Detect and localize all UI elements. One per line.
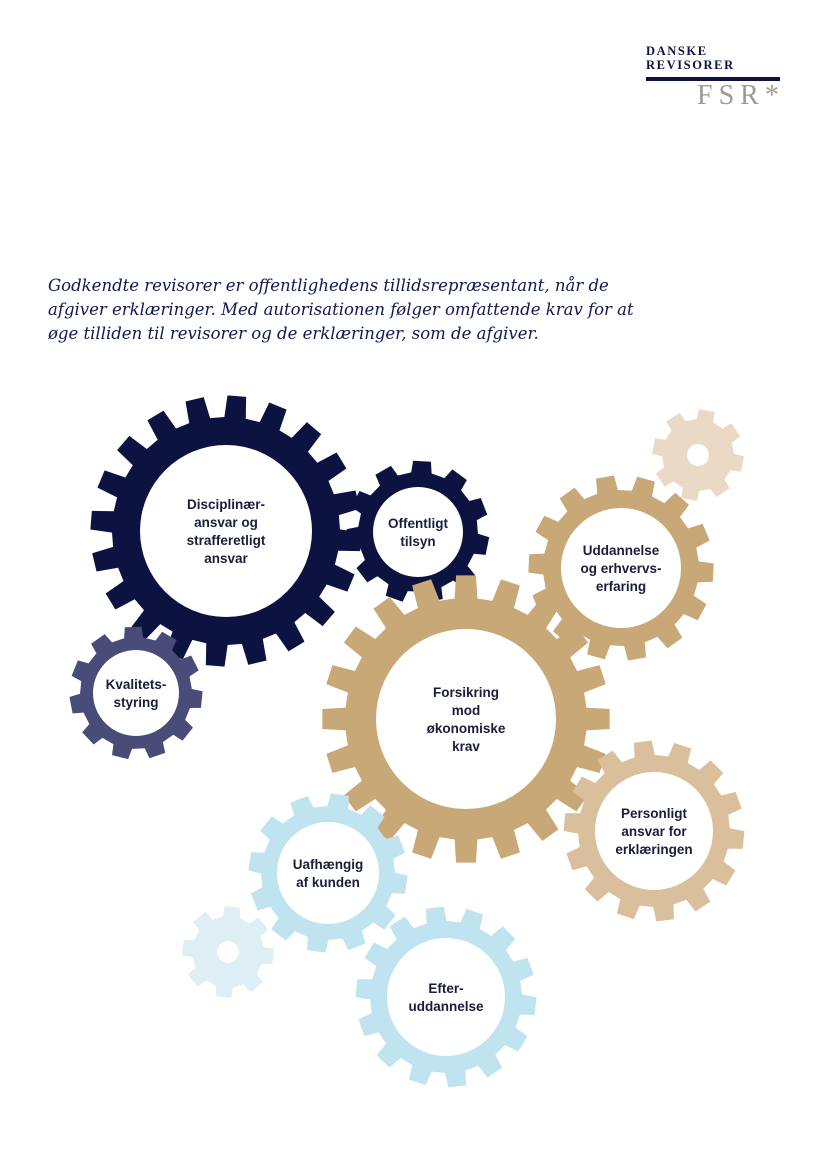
gear-efteruddannelse-label-line: uddannelse [408,999,484,1014]
logo-text-danske: DANSKE [646,44,708,58]
gear-disciplinaer-label-line: ansvar og [194,515,258,530]
gear-uafhaengig-center [277,822,379,924]
gear-kvalitetsstyring-label-line: Kvalitets- [105,677,167,692]
logo-text-revisorer: REVISORER [646,58,735,72]
gear-deco-bottom-left-center [217,941,239,963]
gear-forsikring-label-line: krav [452,739,480,754]
gear-kvalitetsstyring-label-line: styring [113,695,159,710]
gear-uddannelse-label-line: Uddannelse [582,543,660,558]
gear-disciplinaer-label-line: strafferetligt [186,533,266,548]
gear-personligt-ansvar-label-line: ansvar for [621,824,687,839]
gear-uafhaengig [248,793,407,952]
gear-efteruddannelse-label-line: Efter- [428,981,464,996]
gear-uddannelse-label-line: erfaring [595,579,647,594]
gear-disciplinaer-label-line: ansvar [204,551,248,566]
gear-offentligt-tilsyn-center [373,487,463,577]
gear-uddannelse-label-line: og erhvervs- [580,561,662,576]
gear-deco-top-right [652,409,744,501]
gear-uafhaengig-label-line: af kunden [296,875,360,890]
gear-disciplinaer-label-line: Disciplinær- [186,497,266,512]
gear-deco-top-right-center [687,444,709,466]
gear-efteruddannelse-center [387,938,505,1056]
gear-forsikring-label-line: økonomiske [426,721,506,736]
gear-forsikring-label-line: Forsikring [432,685,500,700]
gear-disciplinaer-center [140,445,312,617]
gear-efteruddannelse [356,907,537,1088]
gear-kvalitetsstyring-center [93,650,179,736]
gear-uddannelse [528,475,713,660]
gear-uafhaengig-label-line: Uafhængig [292,857,364,872]
gear-offentligt-tilsyn-label-line: tilsyn [400,534,436,549]
gear-forsikring-center [376,629,556,809]
gear-forsikring-label-line: mod [451,703,481,718]
gear-offentligt-tilsyn-label-line: Offentligt [388,516,448,531]
gear-disciplinaer [90,395,361,666]
gear-personligt-ansvar-label-line: erklæringen [615,842,693,857]
intro-paragraph: Godkendte revisorer er offentlighedens tillidsrepræsentant, når de afgiver erklæringer. Med autorisationen følger omfattende krav for at øge tilliden til revisorer og de erklæringer, som de afgiver. [48,276,634,343]
gear-personligt-ansvar-label-line: Personligt [620,806,688,821]
logo-mark-fsr: FSR* [697,80,785,111]
gear-deco-bottom-left [182,906,274,998]
